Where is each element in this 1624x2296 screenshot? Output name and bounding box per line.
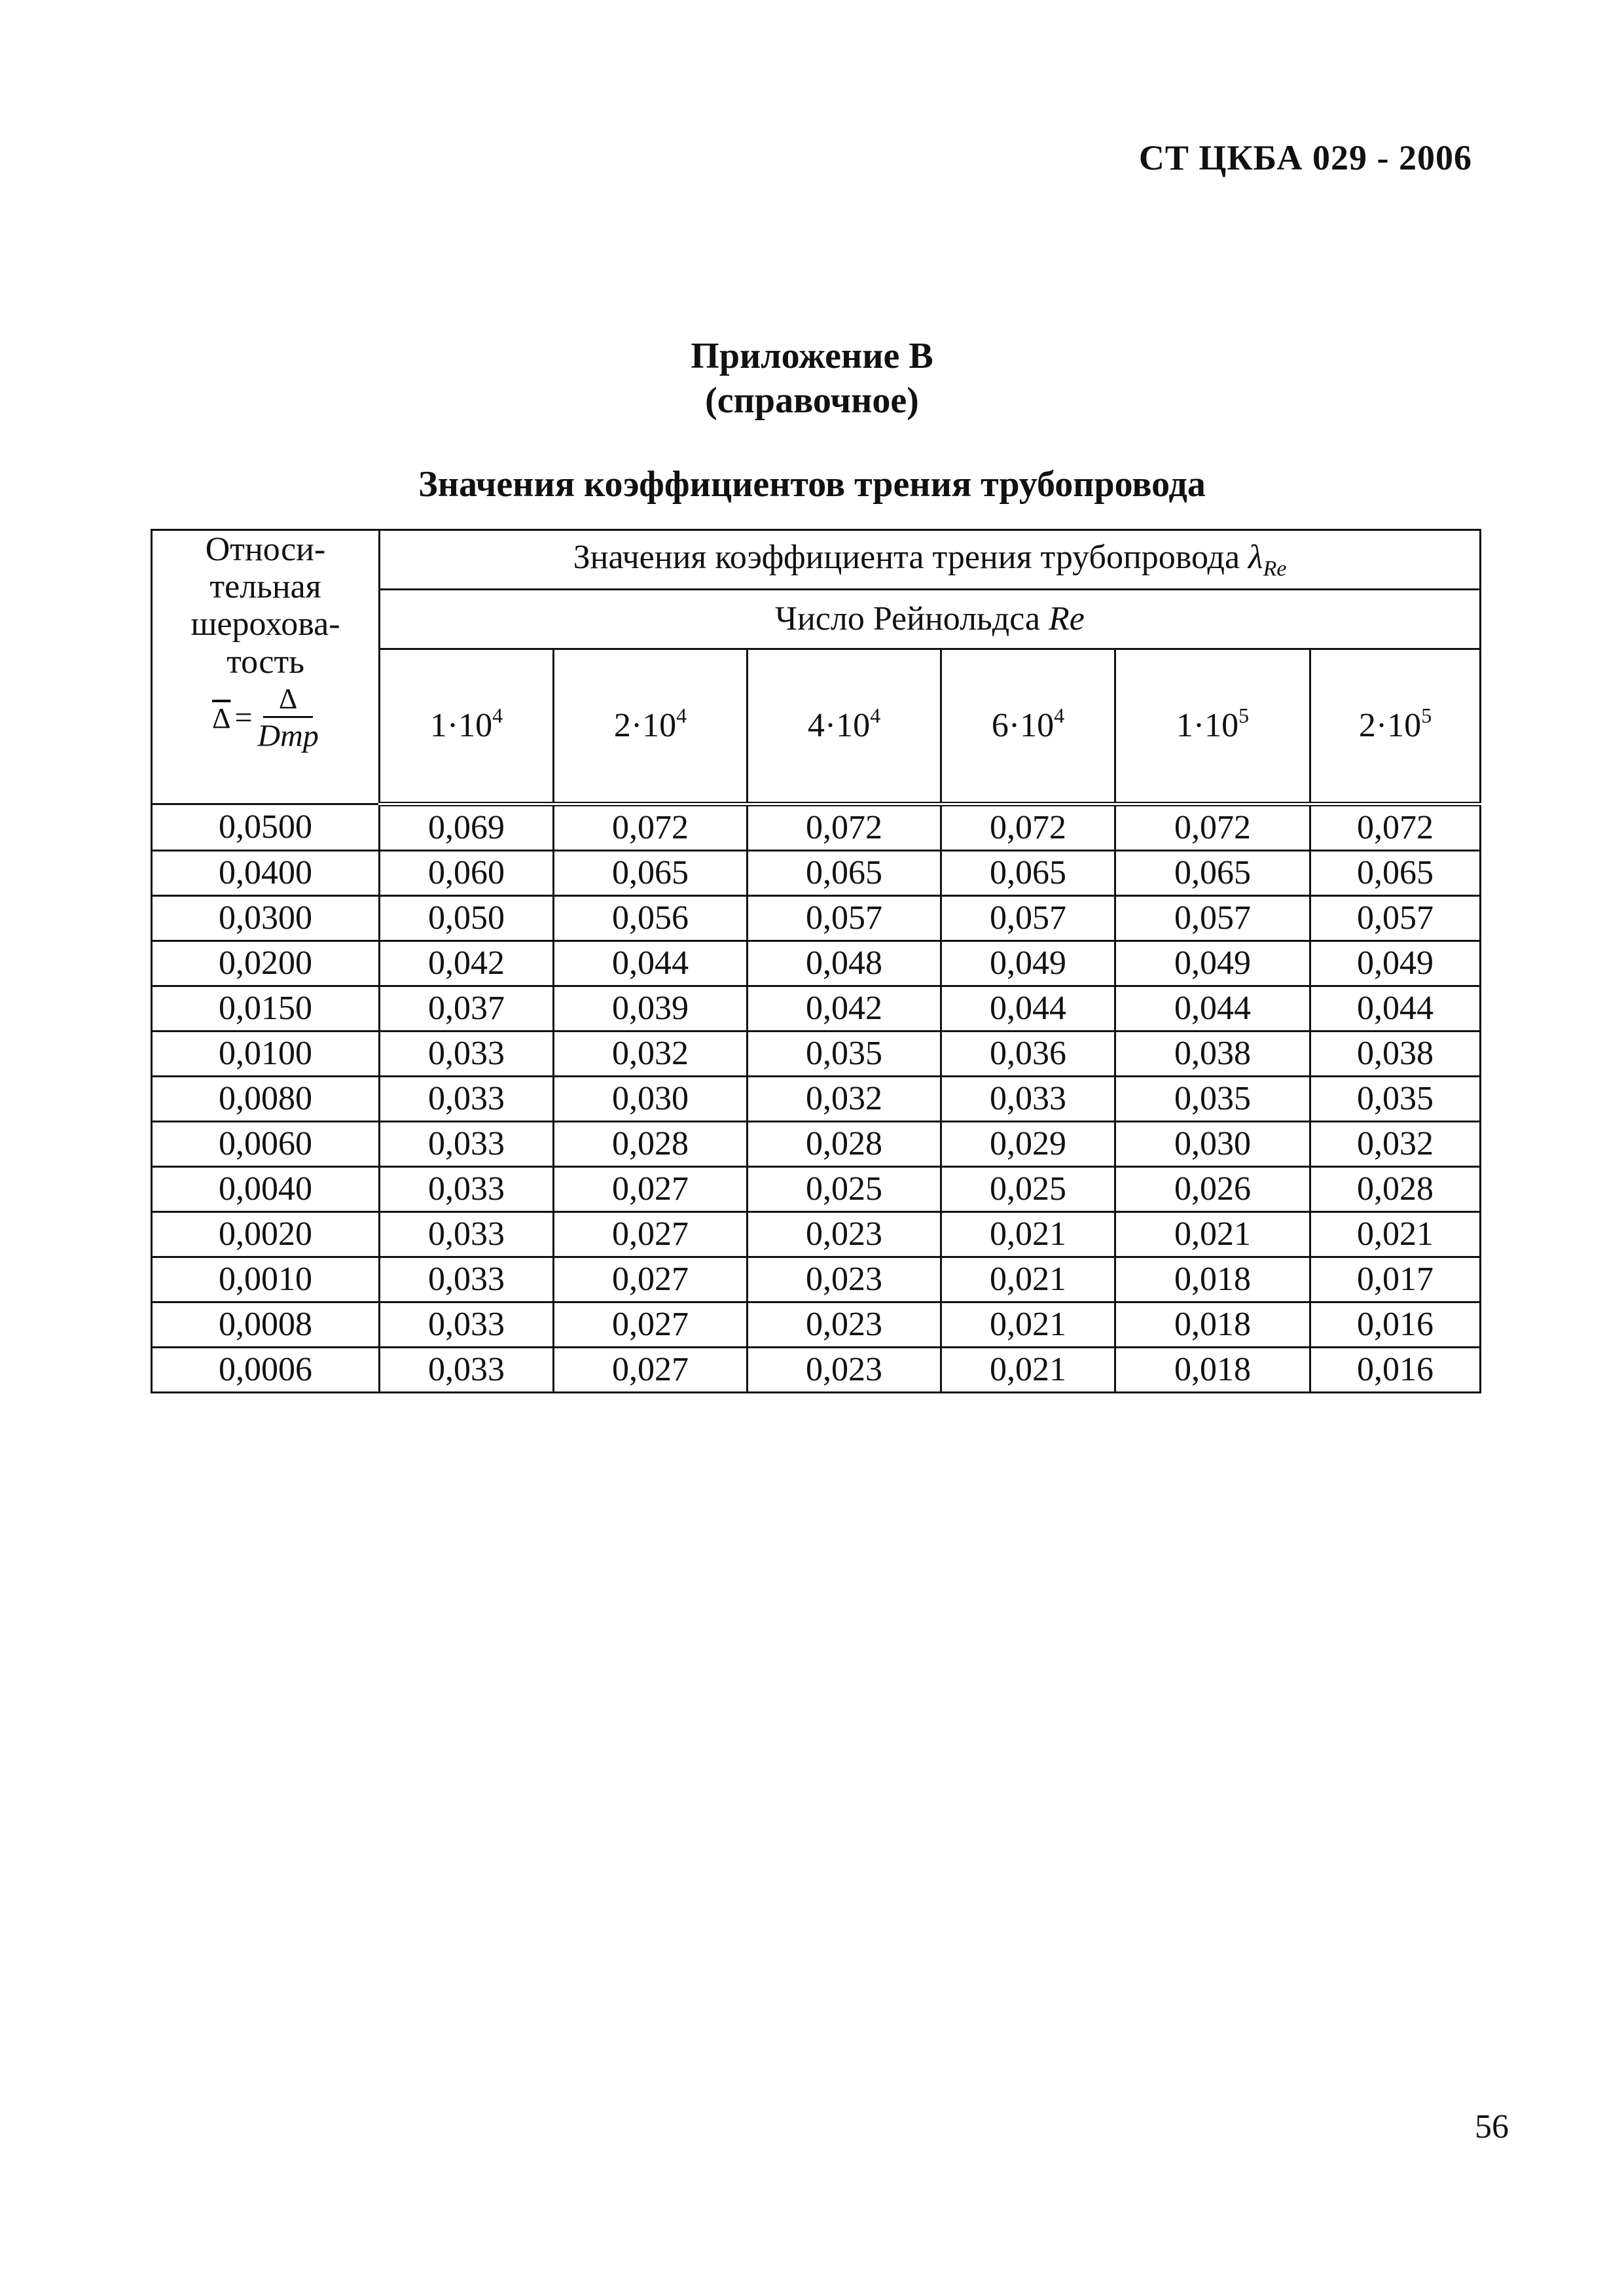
reynolds-header-text: Число Рейнольдса (775, 600, 1049, 638)
coefficient-cell: 0,072 (941, 804, 1115, 851)
coefficient-cell: 0,033 (380, 1348, 554, 1393)
re-column-header (554, 649, 748, 804)
document-code: СТ ЦКБА 029 - 2006 (1138, 138, 1472, 177)
coefficient-cell: 0,025 (941, 1167, 1115, 1212)
table-caption: Значения коэффициентов трения трубопровода (418, 464, 1206, 505)
coefficient-cell: 0,036 (941, 1031, 1115, 1077)
coefficient-cell: 0,017 (1310, 1257, 1481, 1302)
re-exponent: 4 (1054, 704, 1065, 728)
coefficient-cell: 0,039 (554, 986, 748, 1031)
appendix-subtitle: (справочное) (705, 380, 919, 421)
coefficient-cell: 0,018 (1115, 1257, 1310, 1302)
roughness-cell: 0,0200 (152, 941, 380, 986)
coefficient-cell: 0,072 (1115, 804, 1310, 851)
roughness-cell: 0,0100 (152, 1031, 380, 1077)
roughness-cell: 0,0300 (152, 896, 380, 941)
re-column-header (1310, 649, 1481, 804)
coefficient-cell: 0,033 (380, 1122, 554, 1167)
coefficient-cell: 0,042 (380, 941, 554, 986)
coefficient-cell: 0,049 (1310, 941, 1481, 986)
re-exponent: 5 (1238, 704, 1250, 728)
coefficient-cell: 0,060 (380, 851, 554, 896)
coefficient-cell: 0,032 (748, 1077, 941, 1122)
coefficient-cell: 0,023 (748, 1257, 941, 1302)
roughness-cell: 0,0060 (152, 1122, 380, 1167)
formula-denominator: Dтр (257, 719, 319, 754)
coefficient-cell: 0,072 (748, 804, 941, 851)
table-row (152, 1302, 1481, 1348)
friction-coefficient-header (380, 530, 1481, 590)
coefficient-cell: 0,033 (380, 1167, 554, 1212)
coefficient-cell: 0,021 (941, 1257, 1115, 1302)
coefficient-cell: 0,057 (1310, 896, 1481, 941)
coefficient-cell: 0,021 (1115, 1212, 1310, 1257)
table-row (152, 1077, 1481, 1122)
coefficient-cell: 0,027 (554, 1167, 748, 1212)
coefficient-cell: 0,023 (748, 1302, 941, 1348)
formula-equals: = (234, 700, 253, 736)
re-column-header (748, 649, 941, 804)
roughness-header-line: тость (226, 643, 304, 681)
roughness-header-line: шерохова- (190, 605, 340, 643)
coefficient-cell: 0,030 (554, 1077, 748, 1122)
coefficient-cell: 0,044 (1115, 986, 1310, 1031)
re-mantissa: 2·10 (613, 707, 677, 745)
coefficient-cell: 0,032 (1310, 1122, 1481, 1167)
coefficient-cell: 0,033 (380, 1257, 554, 1302)
coefficient-cell: 0,057 (748, 896, 941, 941)
re-exponent: 4 (870, 704, 881, 728)
coefficient-cell: 0,023 (748, 1212, 941, 1257)
coefficient-cell: 0,027 (554, 1212, 748, 1257)
page-number: 56 (1475, 2108, 1509, 2145)
coefficient-cell: 0,021 (941, 1212, 1115, 1257)
coefficient-cell: 0,030 (1115, 1122, 1310, 1167)
table-row (152, 1167, 1481, 1212)
coefficient-cell: 0,027 (554, 1302, 748, 1348)
roughness-cell: 0,0500 (152, 804, 380, 851)
coefficient-cell: 0,021 (1310, 1212, 1481, 1257)
friction-coefficients-table (151, 529, 1481, 1393)
coefficient-cell: 0,044 (554, 941, 748, 986)
coefficient-cell: 0,027 (554, 1257, 748, 1302)
coefficient-cell: 0,069 (380, 804, 554, 851)
table-row (152, 804, 1481, 851)
lambda-symbol: λ (1248, 538, 1263, 576)
coefficient-cell: 0,038 (1115, 1031, 1310, 1077)
coefficient-cell: 0,026 (1115, 1167, 1310, 1212)
coefficient-cell: 0,037 (380, 986, 554, 1031)
re-mantissa: 1·10 (1176, 707, 1239, 745)
coefficient-cell: 0,065 (748, 851, 941, 896)
coefficient-cell: 0,049 (941, 941, 1115, 986)
re-mantissa: 1·10 (429, 707, 493, 745)
coefficient-cell: 0,032 (554, 1031, 748, 1077)
coefficient-cell: 0,018 (1115, 1302, 1310, 1348)
coefficient-cell: 0,018 (1115, 1348, 1310, 1393)
coefficient-cell: 0,033 (380, 1212, 554, 1257)
roughness-cell: 0,0080 (152, 1077, 380, 1122)
re-column-header (380, 649, 554, 804)
coefficient-cell: 0,035 (1310, 1077, 1481, 1122)
roughness-cell: 0,0010 (152, 1257, 380, 1302)
coefficient-cell: 0,035 (748, 1031, 941, 1077)
roughness-cell: 0,0006 (152, 1348, 380, 1393)
table-row (152, 1122, 1481, 1167)
coefficient-cell: 0,028 (748, 1122, 941, 1167)
table-row (152, 986, 1481, 1031)
friction-header-text: Значения коэффициента трения трубопровода (573, 538, 1249, 576)
coefficient-cell: 0,023 (748, 1348, 941, 1393)
coefficient-cell: 0,050 (380, 896, 554, 941)
re-mantissa: 6·10 (991, 707, 1055, 745)
roughness-cell: 0,0400 (152, 851, 380, 896)
coefficient-cell: 0,038 (1310, 1031, 1481, 1077)
re-mantissa: 2·10 (1358, 707, 1422, 745)
appendix-title: Приложение В (691, 336, 933, 376)
coefficient-cell: 0,044 (1310, 986, 1481, 1031)
roughness-header-line: Относи- (205, 531, 326, 568)
roughness-cell: 0,0020 (152, 1212, 380, 1257)
roughness-header (152, 530, 380, 804)
table-row (152, 851, 1481, 896)
roughness-header-line: тельная (209, 568, 321, 606)
coefficient-cell: 0,065 (554, 851, 748, 896)
coefficient-cell: 0,025 (748, 1167, 941, 1212)
coefficient-cell: 0,057 (1115, 896, 1310, 941)
coefficient-cell: 0,027 (554, 1348, 748, 1393)
table-row (152, 896, 1481, 941)
coefficient-cell: 0,029 (941, 1122, 1115, 1167)
coefficient-cell: 0,057 (941, 896, 1115, 941)
roughness-cell: 0,0008 (152, 1302, 380, 1348)
table-row (152, 941, 1481, 986)
table-row (152, 1257, 1481, 1302)
coefficient-cell: 0,016 (1310, 1348, 1481, 1393)
coefficient-cell: 0,044 (941, 986, 1115, 1031)
coefficient-cell: 0,042 (748, 986, 941, 1031)
re-exponent: 4 (676, 704, 687, 728)
table-row (152, 1212, 1481, 1257)
re-exponent: 4 (492, 704, 503, 728)
coefficient-cell: 0,049 (1115, 941, 1310, 986)
lambda-subscript: Re (1263, 556, 1287, 581)
re-mantissa: 4·10 (807, 707, 871, 745)
formula-fraction (258, 683, 319, 754)
re-column-header (1115, 649, 1310, 804)
roughness-formula (212, 683, 319, 754)
table-row (152, 1348, 1481, 1393)
re-exponent: 5 (1421, 704, 1432, 728)
coefficient-cell: 0,065 (1310, 851, 1481, 896)
re-column-header (941, 649, 1115, 804)
roughness-cell: 0,0040 (152, 1167, 380, 1212)
coefficient-cell: 0,033 (380, 1031, 554, 1077)
coefficient-cell: 0,028 (1310, 1167, 1481, 1212)
coefficient-cell: 0,065 (941, 851, 1115, 896)
coefficient-cell: 0,033 (380, 1302, 554, 1348)
coefficient-cell: 0,033 (941, 1077, 1115, 1122)
coefficient-cell: 0,048 (748, 941, 941, 986)
roughness-cell: 0,0150 (152, 986, 380, 1031)
table-row (152, 1031, 1481, 1077)
reynolds-number-header (380, 590, 1481, 649)
coefficient-cell: 0,072 (1310, 804, 1481, 851)
coefficient-cell: 0,016 (1310, 1302, 1481, 1348)
coefficient-cell: 0,021 (941, 1302, 1115, 1348)
reynolds-symbol: Re (1049, 600, 1085, 638)
coefficient-cell: 0,072 (554, 804, 748, 851)
table-body (152, 804, 1481, 1393)
formula-lhs: $\overline{\Delta}$ (212, 702, 231, 734)
coefficient-cell: 0,021 (941, 1348, 1115, 1393)
coefficient-cell: 0,035 (1115, 1077, 1310, 1122)
coefficient-cell: 0,028 (554, 1122, 748, 1167)
coefficient-cell: 0,065 (1115, 851, 1310, 896)
formula-numerator: Δ (263, 683, 313, 718)
coefficient-cell: 0,056 (554, 896, 748, 941)
coefficient-cell: 0,033 (380, 1077, 554, 1122)
